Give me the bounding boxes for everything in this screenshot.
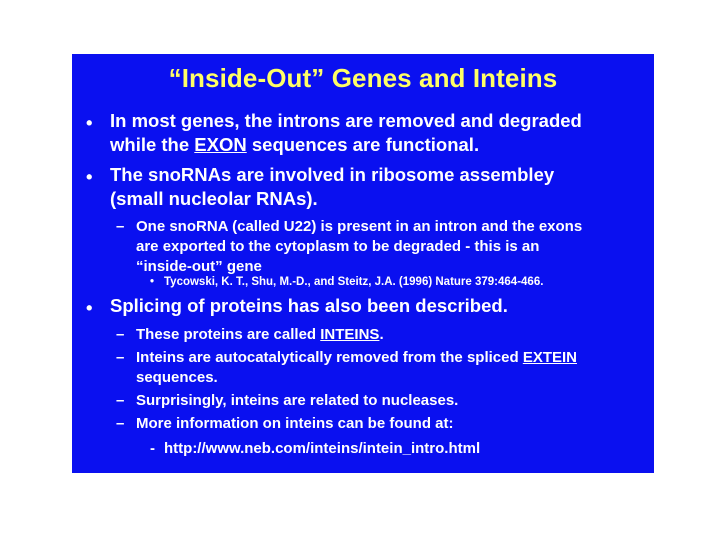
extein-link[interactable]: EXTEIN xyxy=(522,349,577,366)
dash-marker: – xyxy=(116,326,125,343)
bullet-2-line-1: The snoRNAs are involved in ribosome assembley xyxy=(110,164,555,185)
inteins-sub-1-pre: These proteins are called xyxy=(136,326,321,343)
bullet-1-text-pre: while the xyxy=(110,134,195,155)
bullet-marker: • xyxy=(86,297,93,318)
bullet-1-text-post: sequences are functional. xyxy=(246,134,480,155)
sub-bullet-line-2: are exported to the cytoplasm to be degraded - this is an xyxy=(136,238,540,255)
inteins-sub-2-line-1 xyxy=(136,349,577,366)
dash-marker: – xyxy=(116,349,125,366)
inteins-sub-3: Surprisingly, inteins are related to nucleases. xyxy=(136,392,459,409)
intein-info-link[interactable]: http://www.neb.com/inteins/intein_intro.html xyxy=(164,440,481,457)
dash-marker: – xyxy=(116,415,125,432)
bullet-marker: • xyxy=(86,166,93,187)
sub-bullet-line-1: One snoRNA (called U22) is present in an intron and the exons xyxy=(136,218,583,235)
inteins-sub-2-pre: Inteins are autocatalytically removed from the spliced xyxy=(136,349,523,366)
reference-citation: Tycowski, K. T., Shu, M.-D., and Steitz, J.A. (1996) Nature 379:464-466. xyxy=(164,276,544,288)
bullet-3-line-1: Splicing of proteins has also been described. xyxy=(110,295,508,316)
inteins-sub-1 xyxy=(136,326,384,343)
slide-title: “Inside-Out” Genes and Inteins xyxy=(168,63,558,93)
sub-bullet-line-3: “inside-out” gene xyxy=(136,258,262,275)
inteins-sub-2-line-2: sequences. xyxy=(136,369,218,386)
dash-marker: – xyxy=(116,218,125,235)
bullet-1-line-2 xyxy=(110,134,479,156)
inteins-link[interactable]: INTEINS xyxy=(320,326,380,343)
dash-marker: - xyxy=(150,440,155,457)
dash-marker: – xyxy=(116,392,125,409)
inteins-sub-1-post: . xyxy=(379,326,384,343)
bullet-2-line-2: (small nucleolar RNAs). xyxy=(110,188,318,209)
slide xyxy=(72,54,654,473)
exon-link[interactable]: EXON xyxy=(194,134,247,155)
inteins-sub-4: More information on inteins can be found at: xyxy=(136,415,454,432)
bullet-marker: • xyxy=(86,112,93,133)
bullet-1-line-1: In most genes, the introns are removed and degraded xyxy=(110,110,582,131)
bullet-marker: • xyxy=(150,276,155,288)
